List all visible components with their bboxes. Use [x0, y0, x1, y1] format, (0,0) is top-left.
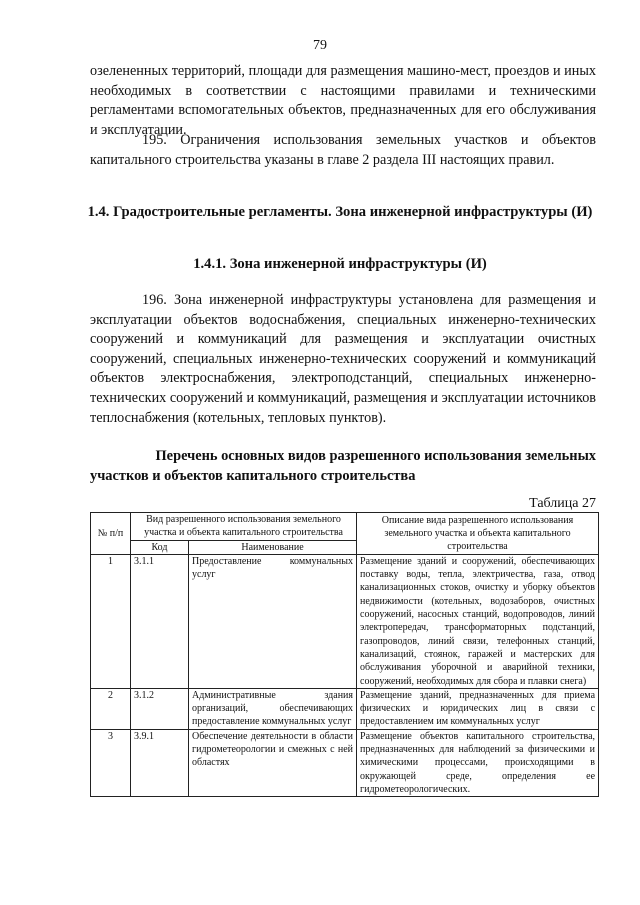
paragraph-196: 196. Зона инженерной инфраструктуры установлена для размещения и эксплуатации объектов водоснабжения, специальных инженерно-технических сооружений и коммуникаций для размещения и эксплуатации очистных сооружений, специальных инженерно-технических сооружений и коммуникаций объектов электроснабжения, электроподстанций, специальных инженерно-технических сооружений и коммуникаций, размещения и эксплуатации источников теплоснабжения (котельных, тепловых пунктов).: [90, 292, 596, 426]
row-name: Административные здания организаций, обеспечивающих предоставление коммунальных услуг: [189, 688, 357, 729]
page-number: 79: [313, 38, 327, 53]
row-number: 1: [91, 554, 131, 688]
table-row: [91, 729, 599, 796]
paragraph-continuation: озелененных территорий, площади для размещения машино-мест, проездов и иных необходимых в соответствии с настоящими правилами и техническими регламентами вспомогательных объектов, предназначенных для его обслуживания и эксплуатации.: [90, 63, 596, 138]
table-row: [91, 688, 599, 729]
permitted-use-table: [90, 512, 599, 797]
header-number: № п/п: [91, 513, 131, 555]
subsection-heading: 1.4.1. Зона инженерной инфраструктуры (И): [193, 256, 487, 272]
section-heading: 1.4. Градостроительные регламенты. Зона инженерной инфраструктуры (И): [87, 204, 593, 220]
header-kind: Вид разрешенного использования земельного участка и объекта капитального строительства: [131, 513, 357, 541]
row-description: Размещение объектов капитального строительства, предназначенных для наблюдений за физическими и химическими процессами, происходящими в окружающей среде, определения ее гидрометеорологических.: [357, 729, 599, 796]
header-name: Наименование: [189, 540, 357, 554]
paragraph-195: 195. Ограничения использования земельных участков и объектов капитального строительства указаны в главе 2 раздела III настоящих правил.: [90, 132, 596, 168]
row-code: 3.1.1: [131, 554, 189, 688]
list-heading: [90, 447, 596, 486]
header-code: Код: [131, 540, 189, 554]
row-description: Размещение зданий, предназначенных для приема физических и юридических лиц в связи с предоставлением им коммунальных услуг: [357, 688, 599, 729]
list-heading-line-2: участков и объектов капитального строительства: [90, 467, 416, 484]
row-number: 3: [91, 729, 131, 796]
row-name: Предоставление коммунальных услуг: [189, 554, 357, 688]
row-description: Размещение зданий и сооружений, обеспечивающих поставку воды, тепла, электричества, газа, отвод канализационных стоков, очистку и уборку объектов недвижимости (котельных, водозаборов, очистных сооружений, насосных станций, водопроводов, линий электропередач, трансформаторных подстанций, газопроводов, линий связи, телефонных станций, канализаций, стоянок, гаражей и мастерских для обслуживания уборочной и аварийной техники, сооружений, необходимых для сбора и плавки снега): [357, 554, 599, 688]
table-header-row: [91, 513, 599, 541]
list-heading-line-1: Перечень основных видов разрешенного использования земельных: [155, 448, 596, 464]
row-code: 3.1.2: [131, 688, 189, 729]
row-number: 2: [91, 688, 131, 729]
row-name: Обеспечение деятельности в области гидрометеорологии и смежных с ней областях: [189, 729, 357, 796]
header-description: Описание вида разрешенного использования земельного участка и объекта капитального строительства: [357, 513, 599, 555]
table-row: [91, 554, 599, 688]
table-caption: Таблица 27: [529, 496, 596, 511]
row-code: 3.9.1: [131, 729, 189, 796]
